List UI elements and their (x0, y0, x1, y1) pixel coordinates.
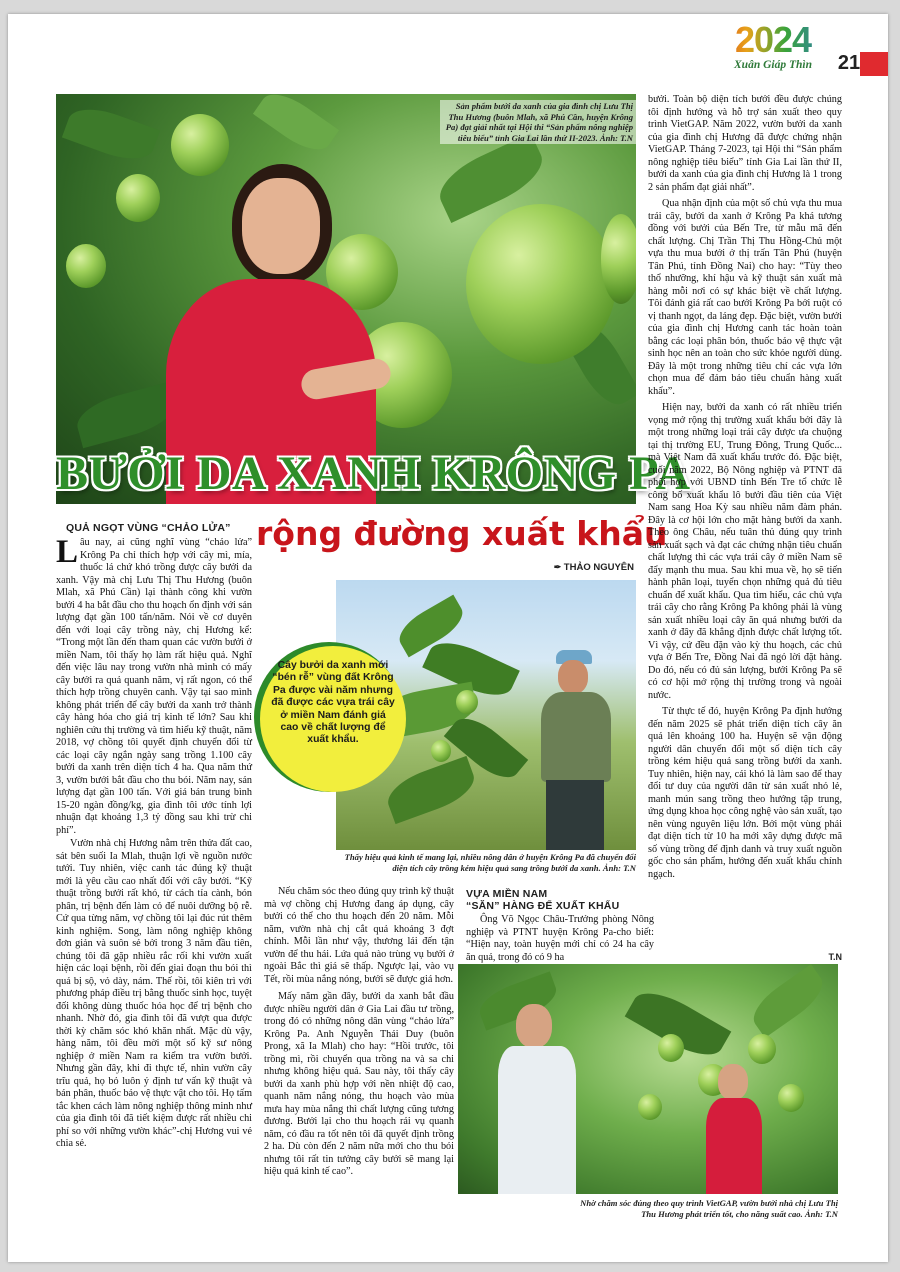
pen-icon: ✒ (553, 562, 564, 572)
page-number: 21 (837, 52, 861, 74)
bottom-photo-caption: Nhờ chăm sóc đúng theo quy trình VietGAP, vườn bưởi nhà chị Lưu Thị Thu Hương phát triển tốt, cho năng suất cao. Ảnh: T.N (580, 1198, 838, 1219)
signature: T.N (828, 952, 842, 962)
column-4 (648, 94, 842, 881)
column-4-paragraph-4: Từ thực tế đó, huyện Krông Pa định hướng đến năm 2025 sẽ phát triển diện tích cây ăn quả lên khoảng 100 ha. Huyện sẽ vận động người dân chuyển đổi một số diện tích cây trồng kém hiệu quả sang trồng bưởi da xanh. Tuy nhiên, hiện nay, cái khó là làm sao để thay đổi tư duy của người dân từ sản xuất nhỏ lẻ, manh mún sang trồng theo hướng tập trung, ứng dụng khoa học công nghệ vào sản xuất, tạo nên vùng nguyên liệu lớn. Bởi một vùng phải đạt diện tích từ 10 ha mới xây dựng được mã số vùng trồng để định danh và truy xuất nguồn gốc cho sản phẩm, hướng đến xuất khẩu chính ngạch. (648, 706, 842, 880)
year-logo-subtitle: Xuân Giáp Thìn (734, 59, 812, 71)
year-logo-number: 2024 (708, 22, 838, 58)
column-1-paragraph-2: Vườn nhà chị Hương nằm trên thửa đất cao, sát bên suối Ia Mlah, thuận lợi về nguồn nước tưới. Tuy nhiên, việc canh tác đúng kỹ thuật mới là yêu cầu cao nhất đối với cây bưởi. “Kỹ thuật trồng bưởi rất khó, từ cách tỉa cành, bón phân, trị bệnh đến làm cỏ để nuôi dưỡng bộ rễ. Cứ qua từng năm, vợ chồng tôi lại đúc rút thêm kinh nghiệm. Song, làm nông nghiệp không đơn giản và suôn sẻ bởi trong 3 năm đầu tiên, chúng tôi đã gặp nhiều rắc rối khi vườn xuất hiện các loại bệnh, rồi đến giai đoạn thu bói thì quả bị sộ, vỏ dày, nám. Thế rồi, tôi kiên trì với phương pháp điều trị bằng thuốc sinh học, tuyệt đối không dùng thuốc hóa học để trị bệnh cho nhanh. Nhờ đó, gia đình tôi đã vượt qua được thời kỳ chăm sóc khó khăn nhất. Mặc dù vậy, hàng năm, tôi đều mời một số kỹ sư nông nghiệp ở miền Nam ra kiểm tra vườn bưởi. Nhưng gần đây, khi đi thực tế, nhìn vườn cây trĩu quả, họ bỏ luôn ý định tư vấn kỹ thuật và bán phân, thuốc bảo vệ thực vật cho tôi. Họ tấm tắc khen cách làm nông nghiệp thông minh như của gia đình tôi đã tiết kiệm được rất nhiều chi phí so với những vườn khác”-chị Hương vui vẻ chia sẻ. (56, 838, 252, 1149)
year-logo (708, 19, 838, 78)
column-4-paragraph-2: Qua nhận định của một số chủ vựa thu mua trái cây, bưởi da xanh ở Krông Pa khá tương đồng với bưởi của Bến Tre, từ mẫu mã đến chất lượng. Chị Trần Thị Thu Hồng-Chủ một vựa thu mua bưởi ở thị trấn Tân Phú (huyện Tân Phú, tỉnh Đồng Nai) cho hay: “Tùy theo thổ nhưỡng, khí hậu và kỹ thuật sản xuất mà hàng mỗi nơi có sự khác biệt về chất lượng. Tôi đánh giá rất cao bưởi Krông Pa bởi ruột có vị thanh ngọt, da láng đẹp. Đặc biệt, vườn bưởi của gia đình chị Hương canh tác hoàn toàn bằng các loại phân bón, thuốc bảo vệ thực vật sinh học nên an toàn cho sức khỏe người dùng. Đây là một trong những tiêu chí các vựa lớn chọn mua để đảm bảo tiêu chuẩn hàng xuất khẩu”. (648, 198, 842, 397)
top-photo-caption: Sản phẩm bưởi da xanh của gia đình chị Lưu Thị Thu Hương (buôn Mlah, xã Phú Cần, huyện Krông Pa) đạt giải nhất tại Hội thi “Sản phẩm nông nghiệp tiêu biểu” tỉnh Gia Lai lần thứ II-2023. Ảnh: T.N (440, 100, 636, 144)
section-heading-1: QUẢ NGỌT VÙNG “CHẢO LỬA” (66, 522, 231, 534)
column-3-paragraph-1: Ông Võ Ngọc Châu-Trưởng phòng Nông nghiệp và PTNT huyện Krông Pa-cho biết: “Hiện nay, toàn huyện mới chỉ có 24 ha cây ăn quả, trong đó có 9 ha (466, 914, 654, 963)
callout-text: Cây bưởi da xanh mới “bén rễ” vùng đất Krông Pa được vài năm nhưng đã được các vựa trái cây ở miền Nam đánh giá cao về chất lượng để xuất khẩu. (271, 660, 395, 746)
author-byline (534, 562, 634, 573)
newspaper-page (8, 14, 888, 1262)
section-heading-2-line-2: “SĂN” HÀNG ĐỂ XUẤT KHẨU (466, 900, 620, 912)
drop-cap: L (56, 534, 79, 570)
column-3 (466, 914, 654, 964)
author-name: THẢO NGUYÊN (563, 562, 634, 573)
section-heading-2-line-1: VỰA MIỀN NAM (466, 888, 548, 900)
column-1 (56, 534, 252, 1151)
bottom-photo (458, 964, 838, 1194)
middle-photo-caption: Thấy hiệu quả kinh tế mang lại, nhiều nông dân ở huyện Krông Pa đã chuyển đổi diện tích cây trồng kém hiệu quả sang trồng bưởi da xanh. Ảnh: T.N (344, 852, 636, 873)
column-4-paragraph-1: bưởi. Toàn bộ diện tích bưởi đều được chúng tôi định hướng và hỗ trợ sản xuất theo quy trình VietGAP. Năm 2022, vườn bưởi da xanh của gia đình chị Hương đã được chứng nhận VietGAP. Tháng 7-2023, tại Hội thi “Sản phẩm nông nghiệp tiêu biểu” tỉnh Gia Lai lần thứ II, bưởi da xanh của gia đình chị Hương là 1 trong 2 sản phẩm đạt giải nhất”. (648, 94, 842, 193)
column-4-paragraph-3: Hiện nay, bưởi da xanh có rất nhiều triển vọng mở rộng thị trường xuất khẩu bởi đây là một trong những loại trái cây được ưa chuộng tại thị trường EU, Trung Đông, Trung Quốc... mà Việt Nam đã xuất khẩu trước đó. Đặc biệt, cuối năm 2022, Bộ Nông nghiệp và PTNT đã phối hợp với UBND tỉnh Bến Tre tổ chức lễ công bố xuất khẩu lô bưởi đầu tiên của Việt Nam sang Hoa Kỳ sau nhiều năm đàm phán. Đây là cơ hội lớn cho mặt hàng bưởi da xanh. Theo ông Châu, nếu tuân thủ đúng quy trình sản xuất sạch và đạt các chứng nhận tiêu chuẩn chất lượng thì các vựa trái cây ở miền Nam sẽ đẩy mạnh thu mua. Sau khi mua về, họ sẽ tiến hành phân loại, tuyển chọn những quả đủ tiêu chuẩn để xuất khẩu. Qua tìm hiểu, các chủ vựa trái cây cho rằng Krông Pa không phải là vùng sản xuất nhiều loại cây ăn quả nhưng bưởi da xanh ở đây đã khẳng định được chất lượng tốt. Vì vậy, cứ đều đặn vào kỳ thu hoạch, các chủ vựa ở Bến Tre, Đồng Nai đã ngỏ lời đặt hàng. Do đó, nếu có đủ sản lượng, bưởi Krông Pa sẽ có cơ hội mở rộng thị trường trong và ngoài nước. (648, 402, 842, 701)
column-2-paragraph-1: Nếu chăm sóc theo đúng quy trình kỹ thuật mà vợ chồng chị Hương đang áp dụng, cây bưởi có thể cho thu hoạch đến 20 năm. Mỗi năm, vườn nhà chị cắt quả khoảng 3 đợt chính. Mỗi lần như vậy, thương lái đến tận vườn để thu hái. Lứa quả nào trùng vụ bưởi ở ngoài Bắc thì giá sẽ thấp. Ngược lại, vào vụ Tết, rồi mùa nắng nóng, bưởi sẽ được giá hơn. (264, 886, 454, 985)
column-1-paragraph-1: Lâu nay, ai cũng nghĩ vùng “chảo lửa” Krông Pa chỉ thích hợp với cây mì, mía, thuốc lá chứ khó trồng được cây bưởi da xanh. Vậy mà chị Lưu Thị Thu Hương (buôn Mlah, xã Phú Cần) lại thành công khi vườn bưởi 4 ha bắt đầu cho thu hoạch ổn định với sản lượng đạt gần 100 tấn/năm. Nói về cơ duyên đến với loại cây trồng này, chị Hương kể: “Trong một lần đến tham quan các vườn bưởi ở miền Nam, tôi thấy họ làm rất hiệu quả. Nghĩ đến việc lâu nay trong vườn nhà mình có mấy cây bưởi ra quả quanh năm, vị rất ngon, có thể thích hợp trồng chuyên canh. Vậy tại sao mình không phát triển để cây bưởi da xanh trở thành cây hàng hóa cho giá trị kinh tế lớn? Sau khi nghiên cứu thị trường và tìm hiểu kỹ thuật, năm 2018, vợ chồng tôi quyết định chuyển đổi từ các loại cây ngắn ngày sang trồng 1.100 cây bưởi da xanh trên diện tích 4 ha. Qua năm thứ 3, vườn bưởi bắt đầu cho thu bói. Năm nay, sản lượng đạt gần 100 tấn. Với giá bán trung bình 15-20 ngàn đồng/kg, gia đình tôi ước tính lợi nhuận đạt khoảng 1,3 tỷ đồng sau khi trừ chi phí”. (56, 534, 252, 836)
top-photo (56, 94, 691, 504)
column-2-paragraph-2: Mấy năm gần đây, bưởi da xanh bắt đầu được nhiều người dân ở Gia Lai đầu tư trồng, trong đó có những nông dân vùng “chảo lửa” Krông Pa. Anh Nguyễn Thái Duy (buôn Prong, xã Ia Mlah) cho hay: “Hồi trước, tôi trồng mì, rồi chuyển qua trồng na và sa chi nhưng không hiệu quả. Sau này, tôi thấy cây bưởi da xanh phù hợp với nền nhiệt độ cao, quanh năm nắng nóng, thu hoạch vào mùa mưa hay mùa nắng thì chất lượng cũng tương đương. Bưởi lại cho thu hoạch rải vụ quanh năm, có đầu ra tốt nên tôi đã quyết định trồng 2 ha. Dù còn đến 2 năm nữa mới cho thu bói nhưng tôi rất tin tưởng cây bưởi sẽ mang lại hiệu quả kinh tế cao”. (264, 991, 454, 1177)
article-title: BƯỞI DA XANH KRÔNG PA (56, 447, 691, 500)
article-subtitle: rộng đường xuất khẩu (256, 514, 668, 553)
column-2 (264, 886, 454, 1179)
section-heading-2 (466, 888, 656, 912)
